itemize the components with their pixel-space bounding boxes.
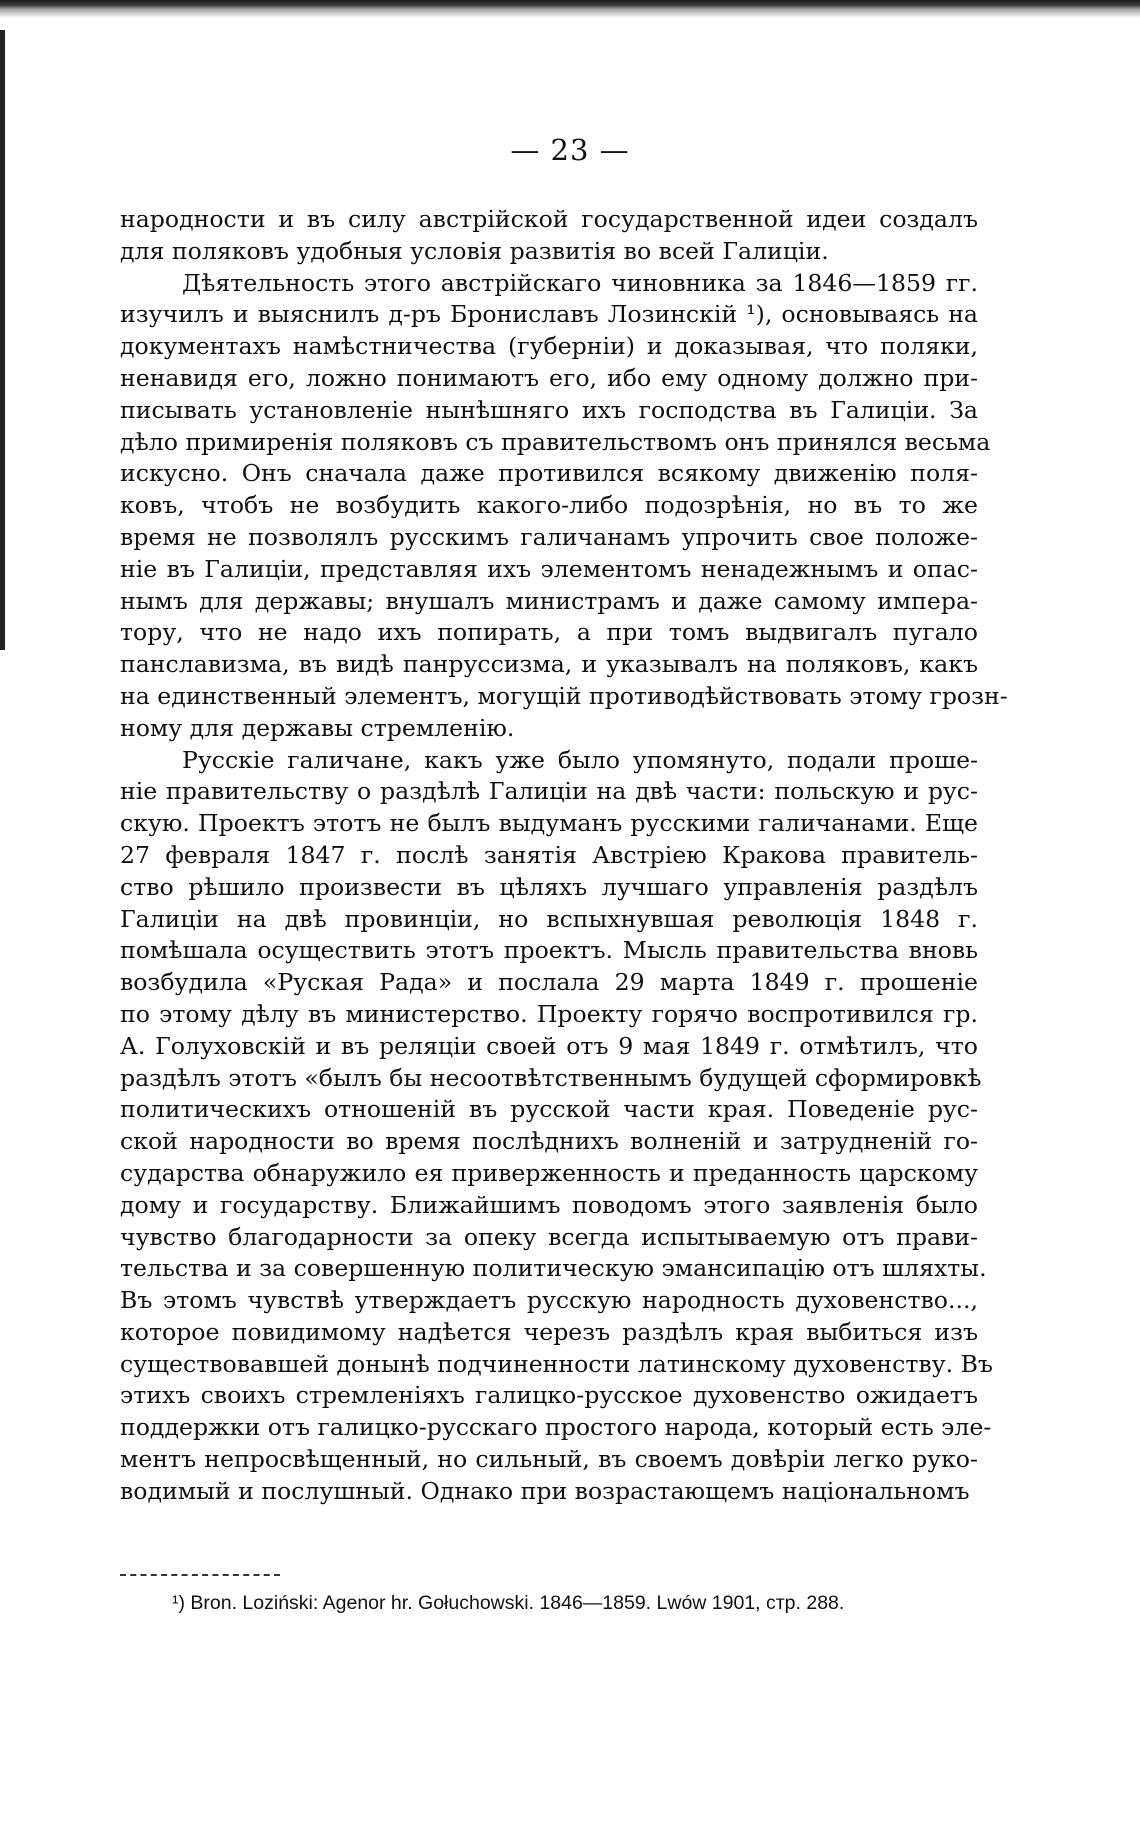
paragraph-3 — [120, 745, 993, 1508]
text-line: дому и государству. Ближайшимъ поводомъ этого заявленія было — [120, 1190, 978, 1219]
text-line: Галиціи на двѣ провинціи, но вспыхнувшая революція 1848 г. — [120, 904, 978, 933]
text-line: помѣшала осуществить этотъ проектъ. Мысль правительства вновь — [120, 936, 978, 965]
text-line: искусно. Онъ сначала даже противился всякому движенію поля- — [120, 459, 978, 488]
text-line: существовавшей донынѣ подчиненности латинскому духовенству. Въ — [120, 1349, 993, 1378]
text-line: ство рѣшило произвести въ цѣляхъ лучшаго управленія раздѣлъ — [120, 872, 978, 901]
text-line: Дѣятельность этого австрійскаго чиновника за 1846—1859 гг. — [182, 268, 978, 297]
footnote: ¹) Bron. Loziński: Agenor hr. Gołuchowski. 1846—1859. Lwów 1901, стр. 288. — [172, 1592, 845, 1614]
text-line: скую. Проектъ этотъ не былъ выдуманъ русскими галичанами. Еще — [120, 809, 978, 838]
text-line: дѣло примиренія поляковъ съ правительствомъ онъ принялся весьма — [120, 427, 991, 456]
text-line: панславизма, въ видѣ панруссизма, и указывалъ на поляковъ, какъ — [120, 650, 978, 679]
text-line: ніе правительству о раздѣлѣ Галиціи на двѣ части: польскую и рус- — [120, 777, 978, 806]
text-line: время не позволялъ русскимъ галичанамъ упрочить свое положе- — [120, 522, 978, 551]
text-line: раздѣлъ этотъ «былъ бы несоотвѣтственнымъ будущей сформировкѣ — [120, 1063, 982, 1092]
text-line: возбудила «Руская Рада» и послала 29 марта 1849 г. прошеніе — [120, 968, 978, 997]
text-line: ненавидя его, ложно понимаютъ его, ибо ему одному должно при- — [120, 363, 978, 392]
text-line: нымъ для державы; внушалъ министрамъ и даже самому импера- — [120, 586, 978, 615]
text-line: этихъ своихъ стремленіяхъ галицко-русское духовенство ожидаетъ — [120, 1381, 978, 1410]
text-line: ской народности во время послѣднихъ волненій и затрудненій го- — [120, 1127, 978, 1156]
text-line: по этому дѣлу въ министерство. Проекту горячо воспротивился гр. — [120, 999, 978, 1028]
text-line: народности и въ силу австрійской государственной идеи создалъ — [120, 205, 978, 233]
text-line: А. Голуховскій и въ реляціи своей отъ 9 мая 1849 г. отмѣтилъ, что — [120, 1031, 978, 1060]
scan-top-edge — [0, 0, 1140, 30]
scan-left-edge — [0, 30, 5, 650]
text-line: ковъ, чтобъ не возбудить какого-либо подозрѣнія, но въ то же — [120, 491, 978, 520]
text-line: ментъ непросвѣщенный, но сильный, въ своемъ довѣріи легко руко- — [120, 1445, 978, 1474]
text-line: тельства и за совершенную политическую эмансипацію отъ шляхты. — [120, 1254, 987, 1283]
text-line: политическихъ отношеній въ русской части края. Поведеніе рус- — [120, 1095, 978, 1124]
text-line: водимый и послушный. Однако при возрастающемъ національномъ — [120, 1476, 970, 1505]
text-line: документахъ намѣстничества (губерніи) и доказывая, что поляки, — [120, 332, 978, 361]
footnote-divider — [120, 1574, 280, 1576]
body-text — [120, 204, 1008, 1508]
text-line: чувство благодарности за опеку всегда испытываемую отъ прави- — [120, 1222, 978, 1251]
text-line: Русскіе галичане, какъ уже было упомянуто, подали проше- — [182, 745, 978, 774]
page-number: — 23 — — [510, 133, 630, 167]
text-line: тору, что не надо ихъ попирать, а при томъ выдвигалъ пугало — [120, 618, 978, 647]
text-line: изучилъ и выяснилъ д-ръ Брониславъ Лозинскій ¹), основываясь на — [120, 300, 978, 329]
text-line: для поляковъ удобныя условія развитія во всей Галиціи. — [120, 236, 829, 265]
text-line: писывать установленіе нынѣшняго ихъ господства въ Галиціи. За — [120, 395, 978, 424]
paragraph-1 — [120, 204, 978, 268]
text-line: ніе въ Галиціи, представляя ихъ элементомъ ненадежнымъ и опас- — [120, 554, 978, 583]
text-line: которое повидимому надѣется черезъ раздѣлъ края выбиться изъ — [120, 1317, 978, 1346]
text-line: ному для державы стремленію. — [120, 713, 515, 742]
text-line: 27 февраля 1847 г. послѣ занятія Австріею Кракова правитель- — [120, 840, 978, 869]
text-line: поддержки отъ галицко-русскаго простого народа, который есть эле- — [120, 1413, 992, 1442]
text-line: сударства обнаружило ея приверженность и преданность царскому — [120, 1158, 978, 1187]
text-line: на единственный элементъ, могущій противодѣйствовать этому грозн- — [120, 681, 1008, 710]
text-line: Въ этомъ чувствѣ утверждаетъ русскую народность духовенство..., — [120, 1286, 978, 1315]
paragraph-2 — [120, 268, 1008, 745]
